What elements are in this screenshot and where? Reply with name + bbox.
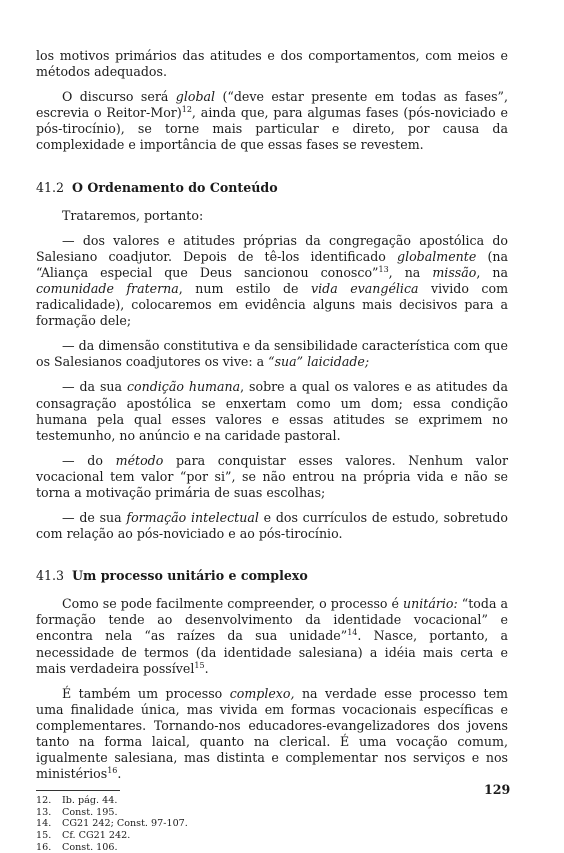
section-number: 41.2 [36, 179, 65, 195]
emphasis: globalmente [397, 248, 477, 264]
footnote-ref: 12 [181, 105, 192, 115]
text: — da dimensão constitutiva e da sensibilidade característica com que os Salesianos coadjutores os vive: a [36, 338, 508, 370]
text: , sobre a qual os valores e as atitudes da consagração apostólica se enxertam como um dom; essa condição humana pela qual esses valores e essas atitudes se exprimem no testemunho, no anúncio e na caridade pastoral. [36, 379, 508, 443]
paragraph-8 [36, 510, 508, 542]
emphasis: “sua” laicidade; [268, 354, 370, 370]
paragraph-4 [36, 233, 508, 330]
paragraph-6 [36, 379, 508, 443]
text: , num estilo de [178, 280, 311, 296]
text: , na [388, 264, 433, 280]
footnote [36, 818, 508, 830]
footnote-text: Cf. CG21 242. [62, 830, 131, 842]
footnote-number: 13. [36, 806, 52, 818]
footnote-text: Const. 195. [62, 806, 118, 818]
emphasis: unitário: [403, 596, 458, 612]
paragraph-9 [36, 596, 508, 676]
footnote [36, 795, 508, 807]
section-title: Um processo unitário e complexo [72, 568, 308, 584]
footnote [36, 807, 508, 819]
text: “toda a formação tende ao desenvolvimento da identidade vocacional” e encontra nela “as raízes da sua unidade” [36, 596, 509, 644]
paragraph-5 [36, 338, 508, 370]
emphasis: comunidade fraterna [36, 280, 179, 296]
footnote-number: 16. [36, 841, 52, 853]
text: . [117, 766, 122, 782]
text: . Nasce, portanto, a necessidade de termos (da identidade salesiana) a idéia mais certa e mais verdadeira possível [36, 628, 508, 676]
paragraph-10 [36, 686, 508, 783]
section-title: O Ordenamento do Conteúdo [72, 179, 278, 195]
emphasis: método [115, 452, 164, 468]
text: para conquistar esses valores. Nenhum valor vocacional tem valor “por si”, se não entrou na própria vida e não se torna a motivação primária de suas escolhas; [36, 452, 508, 500]
footnote-ref: 14 [347, 628, 358, 638]
emphasis: formação intelectual [126, 510, 259, 526]
text: — do [62, 452, 116, 468]
footnote-ref: 15 [194, 660, 205, 670]
footnote-text: CG21 242; Const. 97-107. [62, 818, 188, 830]
footnote [36, 842, 508, 853]
footnote [36, 830, 508, 842]
footnote-text: Const. 106. [62, 841, 118, 853]
footnote-number: 12. [36, 795, 52, 807]
paragraph-2 [36, 89, 508, 153]
emphasis: vida evangélica [311, 280, 419, 296]
paragraph-7 [36, 453, 508, 501]
text: O discurso será [62, 89, 176, 105]
paragraph-1: los motivos primários das atitudes e dos comportamentos, com meios e métodos adequados. [36, 48, 508, 80]
page-body [36, 48, 511, 853]
text: — da sua [62, 379, 127, 395]
section-heading-41-3 [36, 568, 508, 584]
page-number: 129 [484, 782, 511, 797]
text: na verdade esse processo tem uma finalidade única, mas vivida em formas vocacionais específicas e complementares. Tornando-nos educadores-evangelizadores dos jovens tanto na forma laical, quanto na clerical. É uma vocação comum, igualmente salesiana, mas distinta e complementar nos serviços e nos ministérios [36, 685, 508, 782]
footnote-text: Ib. pág. 44. [62, 795, 118, 807]
emphasis: missão [432, 264, 477, 280]
footnote-number: 15. [36, 830, 52, 842]
emphasis: condição humana [126, 379, 241, 395]
text: É também um processo [62, 685, 230, 701]
text: , ainda que, para algumas fases (pós-noviciado e pós-tirocínio), se torne mais particular e direto, por causa da complexidade e importância de que essas fases se revestem. [36, 105, 508, 153]
footnotes [36, 795, 508, 853]
section-heading-41-2 [36, 180, 508, 196]
text: e dos currículos de estudo, sobretudo com relação ao pós-noviciado e ao pós-tirocínio. [36, 510, 508, 542]
emphasis: global [175, 89, 216, 105]
footnote-ref: 13 [378, 264, 389, 274]
footnote-divider [36, 790, 120, 791]
text: Como se pode facilmente compreender, o processo é [62, 596, 404, 612]
emphasis: complexo, [229, 685, 295, 701]
text: — dos valores e atitudes próprias da congregação apostólica do Salesiano coadjutor. Depois de tê-los identificado [36, 232, 508, 264]
text: . [204, 660, 209, 676]
text: (na “Aliança especial que Deus sancionou conosco” [36, 248, 508, 280]
footnote-number: 14. [36, 818, 52, 830]
footnote-ref: 16 [107, 766, 118, 775]
section-number: 41.3 [36, 568, 65, 584]
paragraph-3: Trataremos, portanto: [62, 207, 204, 223]
text: , na [476, 264, 508, 280]
text: — de sua [62, 510, 127, 526]
text: vivido com radicalidade), colocaremos em evidência alguns mais decisivos para a formação dele; [36, 280, 509, 329]
text: (“deve estar presente em todas as fases”, escrevia o Reitor-Mor) [36, 89, 509, 121]
